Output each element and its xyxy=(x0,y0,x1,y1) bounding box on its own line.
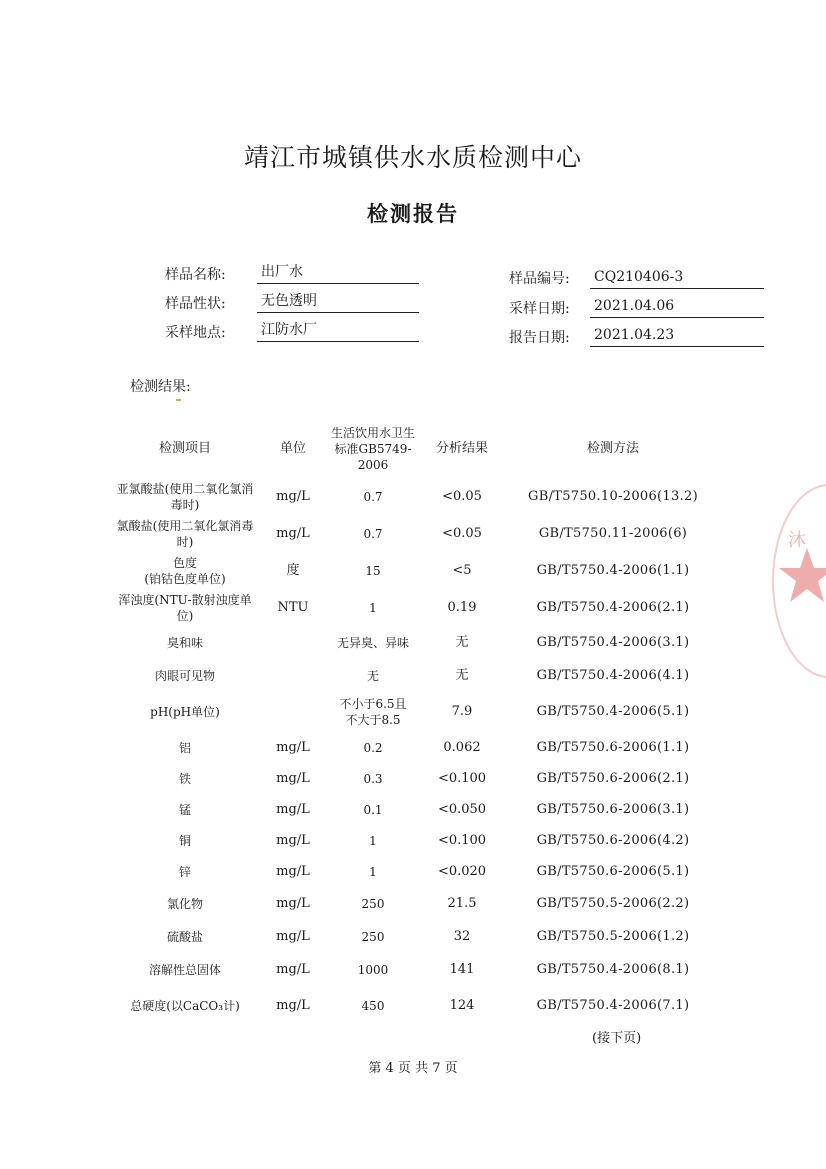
cell-method: GB/T5750.5-2006(1.2) xyxy=(536,928,690,944)
cell-method: GB/T5750.4-2006(5.1) xyxy=(536,704,690,719)
cell-item: 铝 xyxy=(178,740,191,755)
header-unit: 单位 xyxy=(279,441,306,456)
cell-standard: 1000 xyxy=(357,962,389,977)
report-date-label: 报告日期: xyxy=(509,330,570,346)
continued-note: (接下页) xyxy=(592,1031,642,1046)
sample-nature-value: 无色透明 xyxy=(257,291,419,313)
cell-item: 氯化物 xyxy=(166,896,203,911)
cell-item: 锌 xyxy=(178,864,191,879)
cell-unit: mg/L xyxy=(276,739,310,755)
table-row xyxy=(112,589,720,626)
cell-standard: 0.2 xyxy=(363,740,383,755)
header-standard: 生活饮用水卫生标准GB5749-2006 xyxy=(330,426,415,472)
header-item: 检测项目 xyxy=(158,441,211,456)
cell-method: GB/T5750.4-2006(8.1) xyxy=(536,961,690,977)
cell-item: 锰 xyxy=(178,802,191,817)
cell-result: 无 xyxy=(455,667,469,683)
stamp-char: 沐 xyxy=(788,530,806,551)
sampling-location-label: 采样地点: xyxy=(165,325,226,341)
red-seal-star-icon xyxy=(778,546,826,604)
sampling-location-value: 江防水厂 xyxy=(257,320,419,342)
cell-method: GB/T5750.5-2006(2.2) xyxy=(536,895,690,911)
cell-standard: 450 xyxy=(361,999,385,1013)
cell-result: <0.05 xyxy=(442,525,482,541)
cell-standard: 0.7 xyxy=(363,489,383,504)
table-header-row xyxy=(112,420,720,478)
cell-item: 浑浊度(NTU-散射浊度单位) xyxy=(118,592,252,623)
red-seal-stamp xyxy=(772,484,826,678)
cell-result: <0.100 xyxy=(437,770,487,786)
cell-standard: 250 xyxy=(361,896,385,911)
cell-standard: 0.1 xyxy=(363,802,383,817)
cell-result: 124 xyxy=(449,998,475,1013)
table-row xyxy=(112,626,720,659)
cell-method: GB/T5750.4-2006(4.1) xyxy=(536,667,690,683)
cell-unit: mg/L xyxy=(276,488,310,504)
cell-result: 32 xyxy=(453,928,471,944)
cell-item: 铜 xyxy=(178,833,191,848)
cell-result: 7.9 xyxy=(451,704,473,719)
table-row xyxy=(112,552,720,589)
cell-item: 溶解性总固体 xyxy=(148,962,221,977)
cell-method: GB/T5750.6-2006(5.1) xyxy=(536,863,690,879)
table-row xyxy=(112,732,720,763)
cell-method: GB/T5750.4-2006(3.1) xyxy=(536,634,690,650)
sample-nature-label: 样品性状: xyxy=(165,296,226,312)
cell-result: 141 xyxy=(449,961,475,977)
sample-id-value: CQ210406-3 xyxy=(590,267,764,289)
cell-method: GB/T5750.6-2006(3.1) xyxy=(536,801,690,817)
cell-result: 21.5 xyxy=(447,895,477,911)
scan-mark xyxy=(176,399,181,401)
cell-item: 亚氯酸盐(使用二氧化氯消毒时) xyxy=(116,481,254,512)
cell-result: <5 xyxy=(452,562,472,578)
results-body xyxy=(112,478,720,1026)
report-title: 检测报告 xyxy=(367,201,459,226)
cell-item: 臭和味 xyxy=(166,635,203,650)
cell-standard: 15 xyxy=(365,563,381,578)
table-row xyxy=(112,515,720,552)
cell-method: GB/T5750.6-2006(2.1) xyxy=(536,770,690,786)
cell-unit: mg/L xyxy=(276,770,310,786)
sampling-date-label: 采样日期: xyxy=(509,301,570,317)
cell-standard: 0.3 xyxy=(363,771,383,786)
table-row xyxy=(112,920,720,953)
cell-method: GB/T5750.6-2006(4.2) xyxy=(536,832,690,848)
report-date-value: 2021.04.23 xyxy=(590,325,764,347)
table-row xyxy=(112,986,720,1026)
cell-result: <0.050 xyxy=(437,801,487,817)
sample-name-label: 样品名称: xyxy=(165,267,226,283)
table-row xyxy=(112,478,720,515)
cell-result: <0.100 xyxy=(437,832,487,848)
results-table xyxy=(112,420,720,1026)
table-row xyxy=(112,692,720,732)
cell-unit: mg/L xyxy=(276,863,310,879)
cell-result: <0.020 xyxy=(437,863,487,879)
sampling-date-value: 2021.04.06 xyxy=(590,296,764,318)
cell-method: GB/T5750.4-2006(2.1) xyxy=(536,599,690,615)
header-result: 分析结果 xyxy=(435,441,488,456)
cell-method: GB/T5750.11-2006(6) xyxy=(538,525,688,541)
cell-standard: 0.7 xyxy=(363,526,383,541)
table-row xyxy=(112,659,720,692)
cell-unit: mg/L xyxy=(276,998,310,1013)
cell-method: GB/T5750.4-2006(1.1) xyxy=(536,562,690,578)
cell-item: pH(pH单位) xyxy=(150,705,220,719)
cell-standard: 无 xyxy=(366,668,379,683)
cell-item: 肉眼可见物 xyxy=(154,668,215,683)
cell-standard: 1 xyxy=(369,864,377,879)
cell-unit: mg/L xyxy=(276,895,310,911)
cell-standard: 1 xyxy=(369,833,377,848)
header-method: 检测方法 xyxy=(586,441,639,456)
cell-unit xyxy=(258,659,328,692)
cell-item: 硫酸盐 xyxy=(166,929,203,944)
cell-standard: 不小于6.5且 不大于8.5 xyxy=(339,697,407,727)
cell-result: <0.05 xyxy=(442,488,482,504)
sample-name-value: 出厂水 xyxy=(257,262,419,284)
cell-method: GB/T5750.4-2006(7.1) xyxy=(536,998,690,1013)
table-row xyxy=(112,856,720,887)
sample-id-label: 样品编号: xyxy=(509,271,570,287)
page-number: 第 4 页 共 7 页 xyxy=(368,1061,458,1076)
cell-method: GB/T5750.10-2006(13.2) xyxy=(528,488,698,504)
cell-item: 铁 xyxy=(178,771,191,786)
cell-standard: 250 xyxy=(361,929,385,944)
cell-standard: 1 xyxy=(369,600,377,615)
cell-unit: NTU xyxy=(277,599,309,615)
cell-unit xyxy=(258,692,328,732)
table-row xyxy=(112,763,720,794)
cell-item: 总硬度(以CaCO₃计) xyxy=(130,999,240,1013)
table-row xyxy=(112,887,720,920)
cell-unit: mg/L xyxy=(276,832,310,848)
cell-standard: 无异臭、异味 xyxy=(336,635,409,650)
cell-unit: 度 xyxy=(286,562,300,578)
cell-result: 0.19 xyxy=(447,599,477,615)
table-row xyxy=(112,794,720,825)
cell-result: 无 xyxy=(455,634,469,650)
cell-unit: mg/L xyxy=(276,525,310,541)
cell-item: 色度 (铂钴色度单位) xyxy=(144,555,226,586)
cell-method: GB/T5750.6-2006(1.1) xyxy=(536,739,690,755)
cell-unit: mg/L xyxy=(276,961,310,977)
organization-title: 靖江市城镇供水水质检测中心 xyxy=(243,143,582,172)
cell-result: 0.062 xyxy=(443,739,481,755)
cell-unit xyxy=(258,626,328,659)
results-section-label: 检测结果: xyxy=(130,379,191,395)
cell-unit: mg/L xyxy=(276,928,310,944)
cell-unit: mg/L xyxy=(276,801,310,817)
table-row xyxy=(112,825,720,856)
cell-item: 氯酸盐(使用二氧化氯消毒时) xyxy=(116,518,254,549)
table-row xyxy=(112,953,720,986)
